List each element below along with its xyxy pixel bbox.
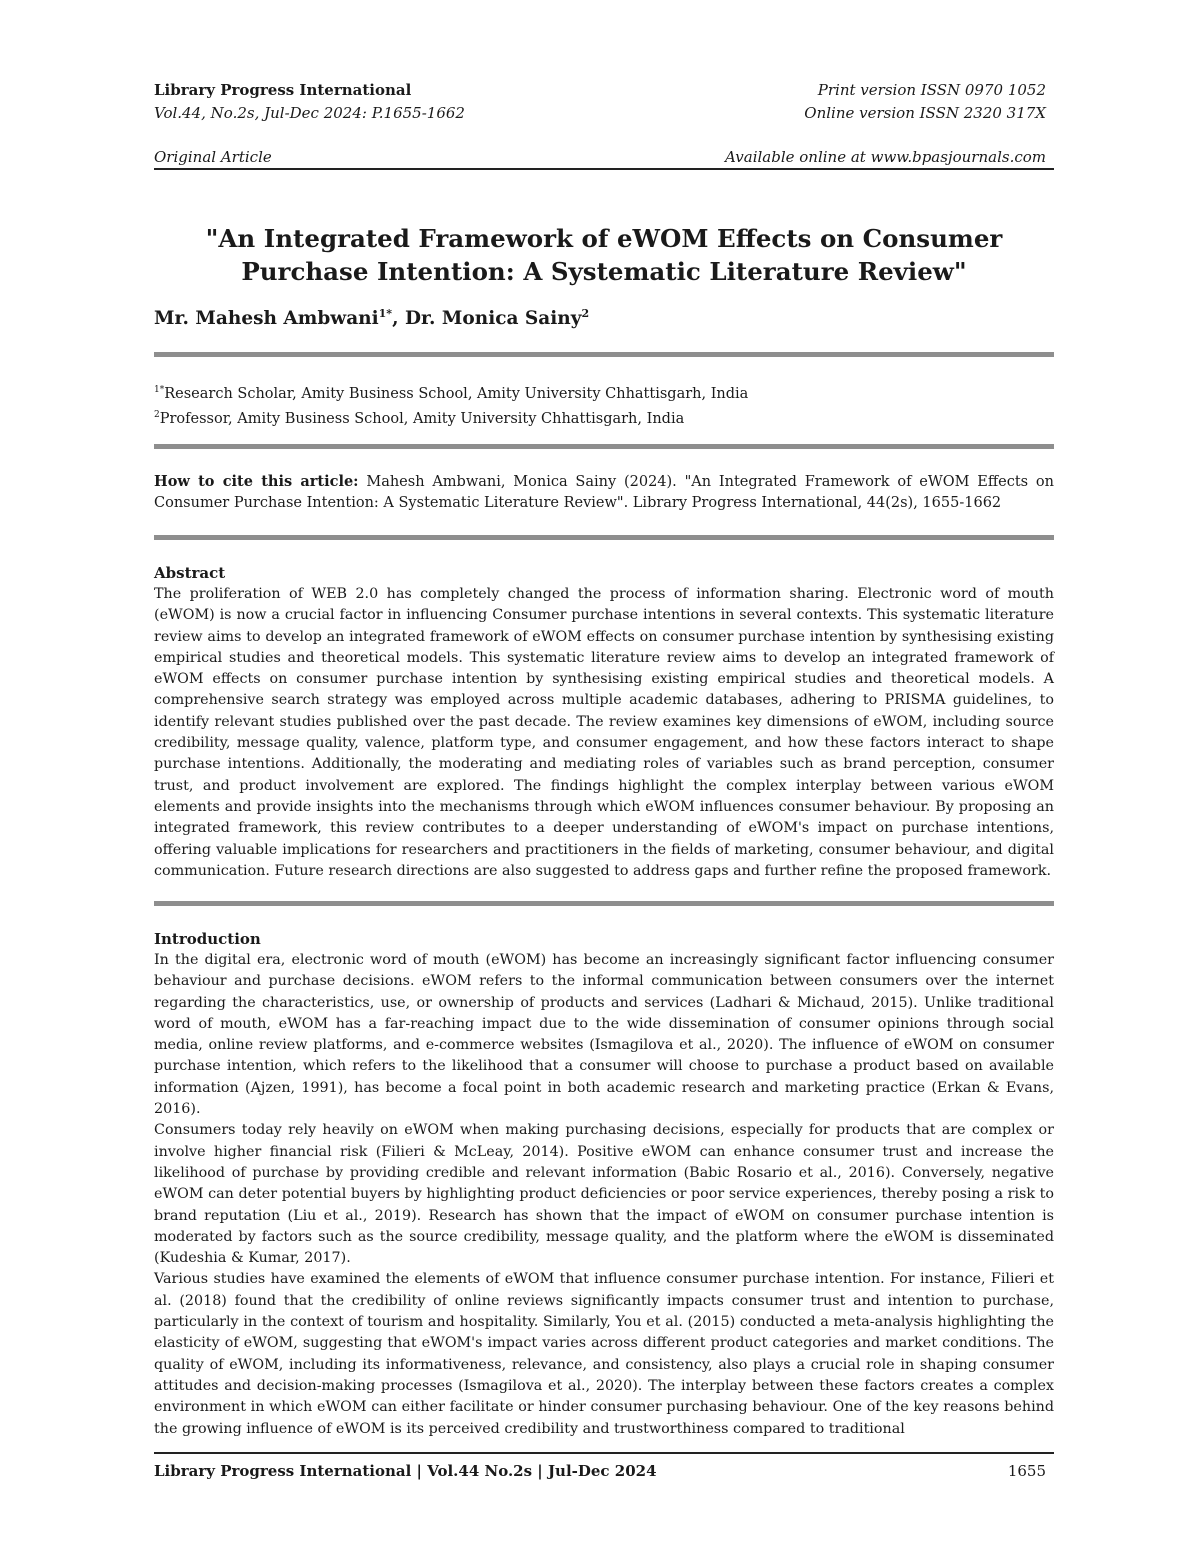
introduction-section — [154, 929, 1054, 1440]
author-2-sup: 2 — [581, 307, 590, 320]
divider-1 — [154, 352, 1054, 357]
page-number: 1655 — [1007, 1462, 1046, 1480]
author-separator: , — [392, 308, 405, 330]
citation-text: Mahesh Ambwani, Monica Sainy (2024). "An Integrated Framework of eWOM Effects on Consumer Purchase Intention: A Systematic Literature Review". Library Progress International, 44(2s), 1655-1662 — [154, 474, 1054, 511]
volume-line: Vol.44, No.2s, Jul-Dec 2024: P.1655-1662 — [154, 104, 465, 122]
author-line — [154, 307, 589, 329]
affiliation-2-sup: 2 — [154, 409, 160, 420]
abstract-section — [154, 563, 1054, 882]
divider-2 — [154, 444, 1054, 449]
introduction-heading: Introduction — [154, 930, 261, 948]
abstract-heading: Abstract — [154, 564, 226, 582]
affiliations — [154, 380, 1054, 430]
intro-paragraph-3: Various studies have examined the elements of eWOM that influence consumer purchase intention. For instance, Filieri et al. (2018) found that the credibility of online reviews significantly impacts consumer trust and intention to purchase, particularly in the context of tourism and hospitality. Similarly, You et al. (2015) conducted a meta-analysis highlighting the elasticity of eWOM, suggesting that eWOM's impact varies across different product categories and market conditions. The quality of eWOM, including its informativeness, relevance, and consistency, also plays a crucial role in shaping consumer attitudes and decision-making processes (Ismagilova et al., 2020). The interplay between these factors creates a complex environment in which eWOM can either facilitate or hinder consumer purchasing behaviour. One of the key reasons behind the growing influence of eWOM is its perceived credibility and trustworthiness compared to traditional — [154, 1271, 1054, 1437]
divider-3 — [154, 535, 1054, 540]
article-title: "An Integrated Framework of eWOM Effects on Consumer Purchase Intention: A Systematic Literature Review" — [205, 224, 1003, 286]
author-1-sup: 1* — [378, 307, 393, 320]
intro-paragraph-2: Consumers today rely heavily on eWOM when making purchasing decisions, especially for products that are complex or involve higher financial risk (Filieri & McLeay, 2014). Positive eWOM can enhance consumer trust and increase the likelihood of purchase by providing credible and relevant information (Babic Rosario et al., 2016). Conversely, negative eWOM can deter potential buyers by highlighting product deficiencies or poor service experiences, thereby posing a risk to brand reputation (Liu et al., 2019). Research has shown that the impact of eWOM on consumer purchase intention is moderated by factors such as the source credibility, message quality, and the platform where the eWOM is disseminated (Kudeshia & Kumar, 2017). — [154, 1122, 1054, 1267]
divider-4 — [154, 901, 1054, 906]
header-divider — [154, 168, 1054, 170]
online-issn: Online version ISSN 2320 317X — [804, 104, 1046, 122]
journal-name: Library Progress International — [154, 81, 412, 99]
author-2: Dr. Monica Sainy — [404, 308, 582, 330]
footer-text: Library Progress International | Vol.44 No.2s | Jul-Dec 2024 — [154, 1462, 657, 1480]
intro-paragraph-1: In the digital era, electronic word of mouth (eWOM) has become an increasingly significant factor influencing consumer behaviour and purchase decisions. eWOM refers to the informal communication between consumers over the internet regarding the characteristics, use, or ownership of products and services (Ladhari & Michaud, 2015). Unlike traditional word of mouth, eWOM has a far-reaching impact due to the wide dissemination of consumer opinions through social media, online review platforms, and e-commerce websites (Ismagilova et al., 2020). The influence of eWOM on consumer purchase intention, which refers to the likelihood that a consumer will choose to purchase a product based on available information (Ajzen, 1991), has become a focal point in both academic research and marketing practice (Erkan & Evans, 2016). — [154, 952, 1054, 1118]
citation-block — [154, 471, 1054, 514]
citation-label: How to cite this article: — [154, 473, 359, 490]
author-1: Mr. Mahesh Ambwani — [154, 308, 379, 330]
affiliation-2: $^2$Professor, Amity Business School, Amity University Chhattisgarh, India — [154, 409, 685, 427]
print-issn: Print version ISSN 0970 1052 — [817, 81, 1046, 99]
affiliation-1: $^{1*}$Research Scholar, Amity Business School, Amity University Chhattisgarh, India — [154, 385, 749, 402]
affiliation-1-sup: 1* — [154, 385, 165, 395]
availability-link[interactable]: Available online at www.bpasjournals.com — [725, 148, 1046, 166]
article-type: Original Article — [154, 148, 272, 166]
page-footer — [154, 1461, 1054, 1481]
abstract-text: The proliferation of WEB 2.0 has completely changed the process of information sharing. Electronic word of mouth (eWOM) is now a crucial factor in influencing Consumer purchase intentions in several contexts. This systematic literature review aims to develop an integrated framework of eWOM effects on consumer purchase intention by synthesising existing empirical studies and theoretical models. This systematic literature review aims to develop an integrated framework of eWOM effects on consumer purchase intention by synthesising existing empirical studies and theoretical models. A comprehensive search strategy was employed across multiple academic databases, adhering to PRISMA guidelines, to identify relevant studies published over the past decade. The review examines key dimensions of eWOM, including source credibility, message quality, valence, platform type, and consumer engagement, and how these factors interact to shape purchase intentions. Additionally, the moderating and mediating roles of variables such as brand perception, consumer trust, and product involvement are explored. The findings highlight the complex interplay between various eWOM elements and provide insights into the mechanisms through which eWOM influences consumer behaviour. By proposing an integrated framework, this review contributes to a deeper understanding of eWOM's impact on purchase intentions, offering valuable implications for researchers and practitioners in the fields of marketing, consumer behaviour, and digital communication. Future research directions are also suggested to address gaps and further refine the proposed framework. — [154, 586, 1054, 879]
footer-divider — [154, 1452, 1054, 1454]
